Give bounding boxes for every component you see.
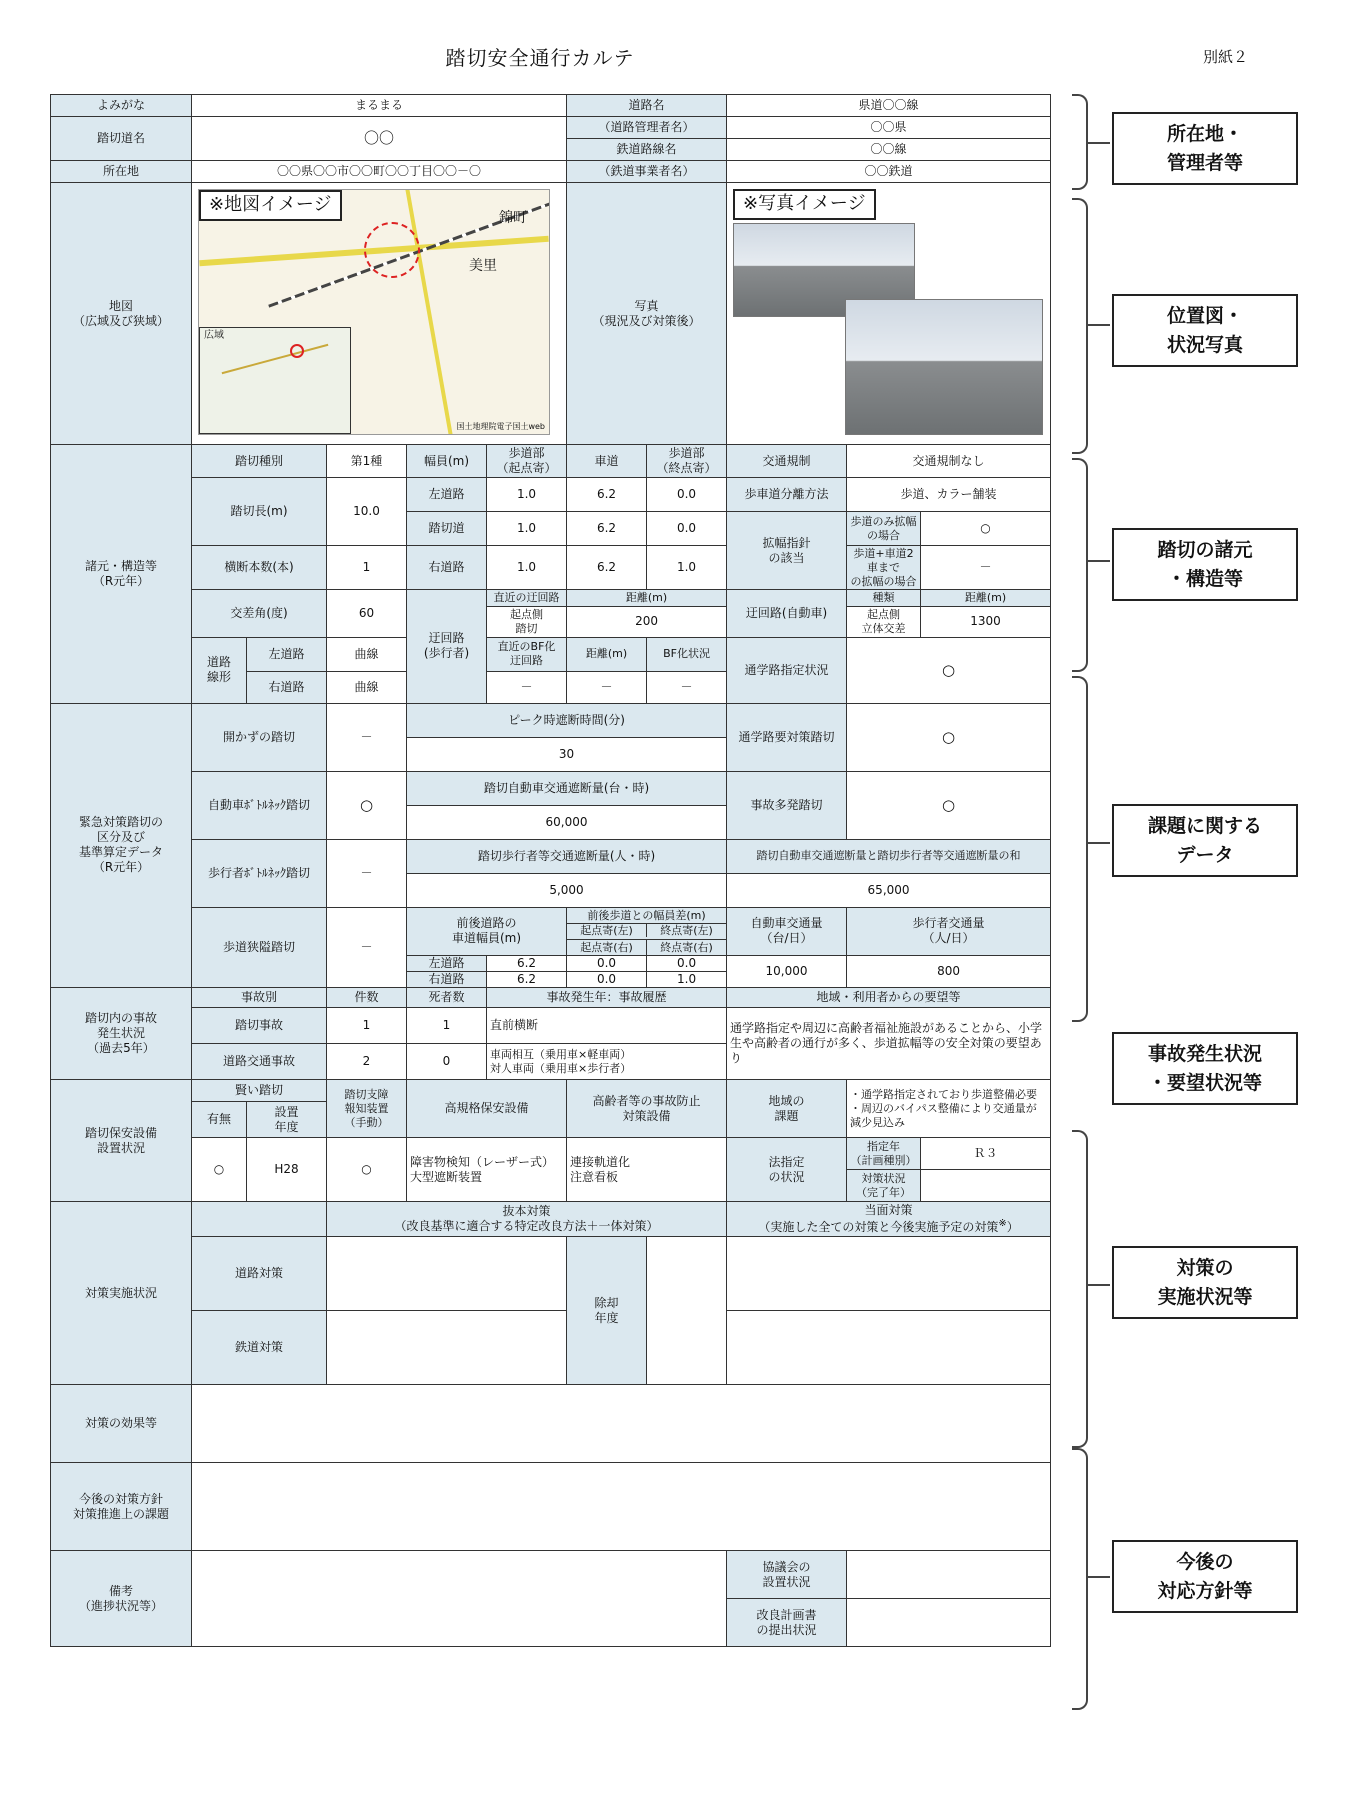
designated-label: 指定年 （計画種別） — [847, 1138, 921, 1170]
policy-value — [192, 1463, 1051, 1551]
rail-operator-value: 〇〇鉄道 — [727, 161, 1051, 183]
map-place1: 錦町 — [499, 210, 527, 226]
length-label: 踏切長(m) — [192, 478, 327, 546]
akazu-label: 開かずの踏切 — [192, 703, 327, 771]
narrow-left-row — [407, 956, 726, 972]
sidewalk-end-label: 歩道部 （終点寄） — [647, 445, 727, 478]
accident-dead-label: 死者数 — [407, 988, 487, 1008]
current-label-cell — [727, 1202, 1051, 1237]
emergency-section-label: 緊急対策踏切の 区分及び 基準算定データ （R元年） — [51, 703, 192, 988]
road-manager-value: 〇〇県 — [727, 117, 1051, 139]
right-road-sidewalk-start: 1.0 — [487, 546, 567, 590]
bracket-tick-4 — [1086, 842, 1110, 844]
bf-detour-value: － — [487, 671, 567, 703]
right-road-label: 右道路 — [407, 546, 487, 590]
sidewalk-start-label: 歩道部 （起点寄） — [487, 445, 567, 478]
narrow-left-diff-start: 0.0 — [567, 956, 647, 971]
side-label-map-photo: 位置図・ 状況写真 — [1112, 294, 1298, 367]
angle-value: 60 — [327, 590, 407, 637]
length-value: 10.0 — [327, 478, 407, 546]
narrow-left-label: 左道路 — [407, 956, 487, 971]
diff-end-r-label: 終点寄(右) — [647, 939, 727, 956]
measure-status-value — [921, 1170, 1051, 1202]
road-name-label: 道路名 — [567, 95, 727, 117]
effects-value — [192, 1385, 1051, 1463]
rail-line-value: 〇〇線 — [727, 139, 1051, 161]
bracket-7 — [1072, 1448, 1088, 1710]
ped-block-label: 踏切歩行者等交通遮断量(人・時) — [407, 839, 727, 873]
issues-value: ・通学路指定されており歩道整備必要 ・周辺のバイパス整備により交通量が減少見込み — [847, 1080, 1051, 1138]
width-label: 幅員(m) — [407, 445, 487, 478]
current-label: 当面対策 （実施した全ての対策と今後実施予定の対策 — [758, 1203, 999, 1235]
bracket-tick-1 — [1086, 142, 1110, 144]
narrow-left-diff-end: 0.0 — [677, 956, 697, 971]
request-value: 通学路指定や周辺に高齢者福祉施設があることから、小学生や高齢者の通行が多く、歩道拡幅等の安全対策の要望あり — [727, 1008, 1051, 1080]
widening-label: 拡幅指針 の該当 — [727, 512, 847, 590]
bracket-3 — [1072, 458, 1088, 672]
narrow-label: 歩道狭隘踏切 — [192, 907, 327, 988]
bracket-tick-7 — [1086, 1576, 1110, 1578]
road-accident-count: 2 — [327, 1044, 407, 1080]
request-label: 地域・利用者からの要望等 — [727, 988, 1051, 1008]
rail-measure-value — [327, 1311, 567, 1385]
map-cell — [192, 183, 567, 445]
spec-section-label: 諸元・構造等 （R元年） — [51, 445, 192, 704]
bf-distance-label: 距離(m) — [567, 637, 647, 671]
diff-start-label: 起点寄(左) — [567, 924, 647, 938]
accident-label: 事故多発踏切 — [727, 771, 847, 839]
photo-after — [845, 299, 1043, 435]
crossing-accident-history: 直前横断 — [487, 1008, 727, 1044]
bf-status-label: BF化状況 — [647, 637, 727, 671]
road-manager-label: （道路管理者名） — [567, 117, 727, 139]
roadway-label: 車道 — [567, 445, 647, 478]
traffic-reg-label: 交通規制 — [727, 445, 847, 478]
left-align-label: 左道路 — [247, 637, 327, 671]
bf-status-value: － — [647, 671, 727, 703]
ped-bottleneck-value: － — [327, 839, 407, 907]
diff-start-r-label: 起点寄(右) — [567, 939, 647, 956]
ped-block-value: 5,000 — [407, 873, 727, 907]
map-road-cross — [404, 189, 453, 435]
location-value: 〇〇県〇〇市〇〇町〇〇丁目〇〇－〇 — [192, 161, 567, 183]
school-route-label: 通学路指定状況 — [727, 637, 847, 703]
current-close: ） — [1006, 1220, 1019, 1235]
crossing-road-sidewalk-end: 0.0 — [647, 512, 727, 546]
narrow-right-width: 6.2 — [487, 972, 567, 987]
measures-blank-header — [192, 1202, 327, 1237]
road-accident-dead: 0 — [407, 1044, 487, 1080]
car-bottleneck-label: 自動車ﾎﾞﾄﾙﾈｯｸ踏切 — [192, 771, 327, 839]
car-distance-value: 1300 — [921, 607, 1051, 638]
bf-detour-label: 直近のBF化 迂回路 — [487, 637, 567, 671]
designated-value: Ｒ３ — [921, 1138, 1051, 1170]
car-bottleneck-value: ○ — [327, 771, 407, 839]
support-label: 踏切支障 報知装置 （手動） — [327, 1080, 407, 1138]
ped-volume-label: 歩行者交通量 （人/日） — [847, 907, 1051, 956]
traffic-reg-value: 交通規制なし — [847, 445, 1051, 478]
road-accident-label: 道路交通事故 — [192, 1044, 327, 1080]
car-type-value: 起点側 立体交差 — [847, 607, 921, 638]
tracks-label: 横断本数(本) — [192, 546, 327, 590]
karte-table — [50, 94, 1051, 1647]
left-road-sidewalk-end: 0.0 — [647, 478, 727, 512]
accident-history-label: 事故発生年：事故履歴 — [487, 988, 727, 1008]
map-inset-road — [222, 344, 329, 374]
accident-count-label: 件数 — [327, 988, 407, 1008]
narrow-right-diff-end: 1.0 — [677, 972, 697, 987]
bracket-tick-6 — [1086, 1284, 1110, 1286]
map-label: 地図 （広域及び狭域） — [51, 183, 192, 445]
bf-distance-value: － — [567, 671, 647, 703]
smart-label: 賢い踏切 — [192, 1080, 327, 1102]
photo-label: 写真 （現況及び対策後） — [567, 183, 727, 445]
page-title: 踏切安全通行カルテ — [445, 46, 635, 70]
school-measure-value: ○ — [847, 703, 1051, 771]
road-name-value: 県道〇〇線 — [727, 95, 1051, 117]
accident-value: ○ — [847, 771, 1051, 839]
side-label-future: 今後の 対応方針等 — [1112, 1540, 1298, 1613]
road-measure-label: 道路対策 — [192, 1237, 327, 1311]
current-road-value — [727, 1237, 1051, 1311]
issues-label: 地域の 課題 — [727, 1080, 847, 1138]
current-note: ※ — [998, 1218, 1007, 1230]
type-label: 踏切種別 — [192, 445, 327, 478]
narrow-value: － — [327, 907, 407, 988]
map-inset-marker-icon — [290, 344, 304, 358]
smart-exists-label: 有無 — [192, 1102, 247, 1138]
right-road-sidewalk-end: 1.0 — [647, 546, 727, 590]
smart-exists-value: ○ — [192, 1138, 247, 1202]
left-road-sidewalk-start: 1.0 — [487, 478, 567, 512]
crossing-accident-label: 踏切事故 — [192, 1008, 327, 1044]
side-label-location: 所在地・ 管理者等 — [1112, 112, 1298, 185]
separation-label: 歩車道分離方法 — [727, 478, 847, 512]
map-image — [198, 189, 550, 435]
rail-measure-label: 鉄道対策 — [192, 1311, 327, 1385]
car-volume-value: 10,000 — [727, 956, 847, 988]
yomigana-value: まるまる — [192, 95, 567, 117]
angle-label: 交差角(度) — [192, 590, 327, 637]
narrow-left-width: 6.2 — [487, 956, 567, 971]
support-value: ○ — [327, 1138, 407, 1202]
advanced-label: 高規格保安設備 — [407, 1080, 567, 1138]
narrow-right-label: 右道路 — [407, 972, 487, 987]
side-label-accidents: 事故発生状況 ・要望状況等 — [1112, 1032, 1298, 1105]
akazu-value: － — [327, 703, 407, 771]
crossing-road-sidewalk-start: 1.0 — [487, 512, 567, 546]
bracket-2 — [1072, 198, 1088, 454]
annex-label: 別紙２ — [1203, 48, 1249, 66]
widen-both-label: 歩道+車道2車まで の拡幅の場合 — [847, 546, 921, 590]
fundamental-label: 抜本対策 （改良基準に適合する特定改良方法＋一体対策） — [327, 1202, 727, 1237]
narrow-right-diff-start: 0.0 — [567, 972, 647, 987]
crossing-name-value: 〇〇 — [192, 117, 567, 161]
car-volume-label: 自動車交通量 （台/日） — [727, 907, 847, 956]
crossing-accident-dead: 1 — [407, 1008, 487, 1044]
map-credit: 国土地理院電子国土web — [456, 422, 545, 431]
diff-label: 前後歩道との幅員差(m) — [567, 909, 726, 924]
removal-label: 除却 年度 — [567, 1237, 647, 1385]
current-rail-value — [727, 1311, 1051, 1385]
school-measure-label: 通学路要対策踏切 — [727, 703, 847, 771]
safety-section-label: 踏切保安設備 設置状況 — [51, 1080, 192, 1202]
photo-image — [733, 189, 1053, 439]
car-detour-label: 迂回路(自動車) — [727, 590, 847, 637]
policy-label: 今後の対策方針 対策推進上の課題 — [51, 1463, 192, 1551]
elderly-label: 高齢者等の事故防止 対策設備 — [567, 1080, 727, 1138]
accidents-section-label: 踏切内の事故 発生状況 （過去5年） — [51, 988, 192, 1080]
plan-label: 改良計画書 の提出状況 — [727, 1599, 847, 1647]
ped-bottleneck-label: 歩行者ﾎﾞﾄﾙﾈｯｸ踏切 — [192, 839, 327, 907]
road-measure-value — [327, 1237, 567, 1311]
side-label-issues-data: 課題に関する データ — [1112, 804, 1298, 877]
measure-status-label: 対策状況 （完了年） — [847, 1170, 921, 1202]
crossing-road-roadway: 6.2 — [567, 512, 647, 546]
photo-caption: ※写真イメージ — [733, 189, 876, 220]
remarks-value — [192, 1551, 727, 1647]
rail-line-label: 鉄道路線名 — [567, 139, 727, 161]
sum-label: 踏切自動車交通遮断量と踏切歩行者等交通遮断量の和 — [727, 839, 1051, 873]
peak-value: 30 — [407, 737, 727, 771]
left-road-label: 左道路 — [407, 478, 487, 512]
council-value — [847, 1551, 1051, 1599]
distance-label: 距離(m) — [567, 590, 727, 607]
diff-end-label: 終点寄(左) — [660, 923, 713, 937]
crossing-accident-count: 1 — [327, 1008, 407, 1044]
accident-type-label: 事故別 — [192, 988, 327, 1008]
right-road-roadway: 6.2 — [567, 546, 647, 590]
crossing-road-label: 踏切道 — [407, 512, 487, 546]
road-accident-history: 車両相互（乗用車×軽車両） 対人車両（乗用車×歩行者） — [487, 1044, 727, 1080]
map-caption: ※地図イメージ — [199, 190, 342, 221]
separation-value: 歩道、カラー舗装 — [847, 478, 1051, 512]
car-distance-label: 距離(m) — [921, 590, 1051, 607]
tracks-value: 1 — [327, 546, 407, 590]
school-route-value: ○ — [847, 637, 1051, 703]
detour-from-label: 起点側 踏切 — [487, 607, 567, 638]
alignment-label: 道路 線形 — [192, 637, 247, 703]
measures-section-label: 対策実施状況 — [51, 1202, 192, 1385]
photo-cell — [727, 183, 1051, 445]
peak-label: ピーク時遮断時間(分) — [407, 703, 727, 737]
plan-value — [847, 1599, 1051, 1647]
map-inset — [199, 327, 351, 434]
location-label: 所在地 — [51, 161, 192, 183]
map-crossing-marker-icon — [364, 222, 420, 278]
elderly-value: 連接軌道化 注意看板 — [567, 1138, 727, 1202]
crossing-name-label: 踏切道名 — [51, 117, 192, 161]
ped-volume-value: 800 — [847, 956, 1051, 988]
right-align-label: 右道路 — [247, 671, 327, 703]
advanced-value: 障害物検知（レーザー式） 大型遮断装置 — [407, 1138, 567, 1202]
side-label-spec: 踏切の諸元 ・構造等 — [1112, 528, 1298, 601]
type-value: 第1種 — [327, 445, 407, 478]
side-label-measures: 対策の 実施状況等 — [1112, 1246, 1298, 1319]
narrow-values-cell — [407, 956, 727, 988]
smart-year-label: 設置 年度 — [247, 1102, 327, 1138]
nearest-detour-label: 直近の迂回路 — [487, 590, 567, 607]
remarks-label: 備考 （進捗状況等） — [51, 1551, 192, 1647]
bracket-tick-2 — [1086, 324, 1110, 326]
narrow-right-row — [407, 972, 726, 987]
bracket-4 — [1072, 676, 1088, 1022]
map-place2: 美里 — [469, 258, 497, 274]
car-block-value: 60,000 — [407, 805, 727, 839]
diff-label-cell — [567, 907, 727, 939]
council-label: 協議会の 設置状況 — [727, 1551, 847, 1599]
detour-label: 迂回路 (歩行者) — [407, 590, 487, 703]
widen-sidewalk-label: 歩道のみ拡幅の場合 — [847, 512, 921, 546]
rail-operator-label: （鉄道事業者名） — [567, 161, 727, 183]
right-align-value: 曲線 — [327, 671, 407, 703]
map-inset-label: 広域 — [204, 330, 224, 341]
sum-value: 65,000 — [727, 873, 1051, 907]
widen-sidewalk-value: ○ — [921, 512, 1051, 546]
effects-label: 対策の効果等 — [51, 1385, 192, 1463]
widen-both-value: － — [921, 546, 1051, 590]
bracket-tick-3 — [1086, 560, 1110, 562]
car-block-label: 踏切自動車交通遮断量(台・時) — [407, 771, 727, 805]
diff-subheaders-left — [567, 924, 726, 938]
car-type-label: 種類 — [847, 590, 921, 607]
removal-value — [647, 1237, 727, 1385]
left-align-value: 曲線 — [327, 637, 407, 671]
yomigana-label: よみがな — [51, 95, 192, 117]
smart-year-value: H28 — [247, 1138, 327, 1202]
road-width-label: 前後道路の 車道幅員(m) — [407, 907, 567, 956]
bracket-6 — [1072, 1130, 1088, 1448]
left-road-roadway: 6.2 — [567, 478, 647, 512]
legal-label: 法指定 の状況 — [727, 1138, 847, 1202]
detour-distance-value: 200 — [567, 607, 727, 638]
